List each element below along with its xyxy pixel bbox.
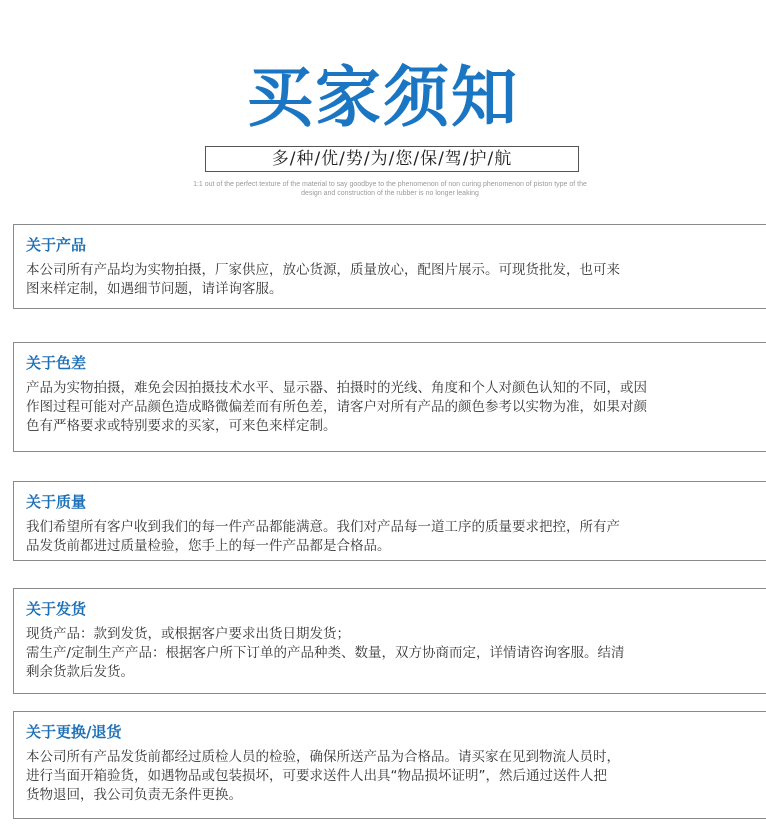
section-line: 品发货前都进过质量检验，您手上的每一件产品都是合格品。: [26, 538, 391, 554]
section-heading: 关于发货: [26, 600, 87, 618]
section-line: 需生产/定制生产产品：根据客户所下订单的产品种类、数量，双方协商而定，详情请咨询客服。结清: [26, 645, 625, 661]
section-line: 图来样定制，如遇细节问题，请详询客服。: [26, 281, 283, 297]
section-quality: [13, 481, 766, 561]
section-line: 现货产品：款到发货，或根据客户要求出货日期发货；: [26, 626, 350, 642]
section-line: 色有严格要求或特别要求的买家，可来色来样定制。: [26, 418, 337, 434]
section-heading: 关于更换/退货: [26, 723, 122, 741]
section-heading: 关于产品: [26, 236, 87, 254]
section-heading: 关于色差: [26, 354, 87, 372]
section-line: 本公司所有产品发货前都经过质检人员的检验，确保所送产品为合格品。请买家在见到物流人员时，: [26, 749, 620, 765]
section-color-difference: [13, 342, 766, 452]
section-line: 我们希望所有客户收到我们的每一件产品都能满意。我们对产品每一道工序的质量要求把控，所有产: [26, 519, 620, 535]
section-product: [13, 224, 766, 309]
section-line: 本公司所有产品均为实物拍摄，厂家供应，放心货源，质量放心，配图片展示。可现货批发，也可来: [26, 262, 620, 278]
section-line: 货物退回，我公司负责无条件更换。: [26, 787, 242, 803]
page-title: 买家须知: [247, 59, 519, 136]
subtitle-banner: 多/种/优/势/为/您/保/驾/护/航: [205, 146, 579, 172]
section-line: 产品为实物拍摄，难免会因拍摄技术水平、显示器、拍摄时的光线、角度和个人对颜色认知的不同，或因: [26, 380, 647, 396]
section-line: 剩余货款后发货。: [26, 664, 134, 680]
section-exchange-return: [13, 711, 766, 819]
section-shipping: [13, 588, 766, 694]
fine-print-text: 1:1 out of the perfect texture of the material to say goodbye to the phenomenon of non curing phenomenon of piston type of the design and construction of the rubber is no longer leaking: [193, 181, 587, 197]
section-line: 作图过程可能对产品颜色造成略微偏差而有所色差，请客户对所有产品的颜色参考以实物为准，如果对颜: [26, 399, 647, 415]
section-line: 进行当面开箱验货，如遇物品或包装损坏，可要求送件人出具“物品损坏证明”，然后通过送件人把: [26, 768, 607, 784]
section-heading: 关于质量: [26, 493, 87, 511]
